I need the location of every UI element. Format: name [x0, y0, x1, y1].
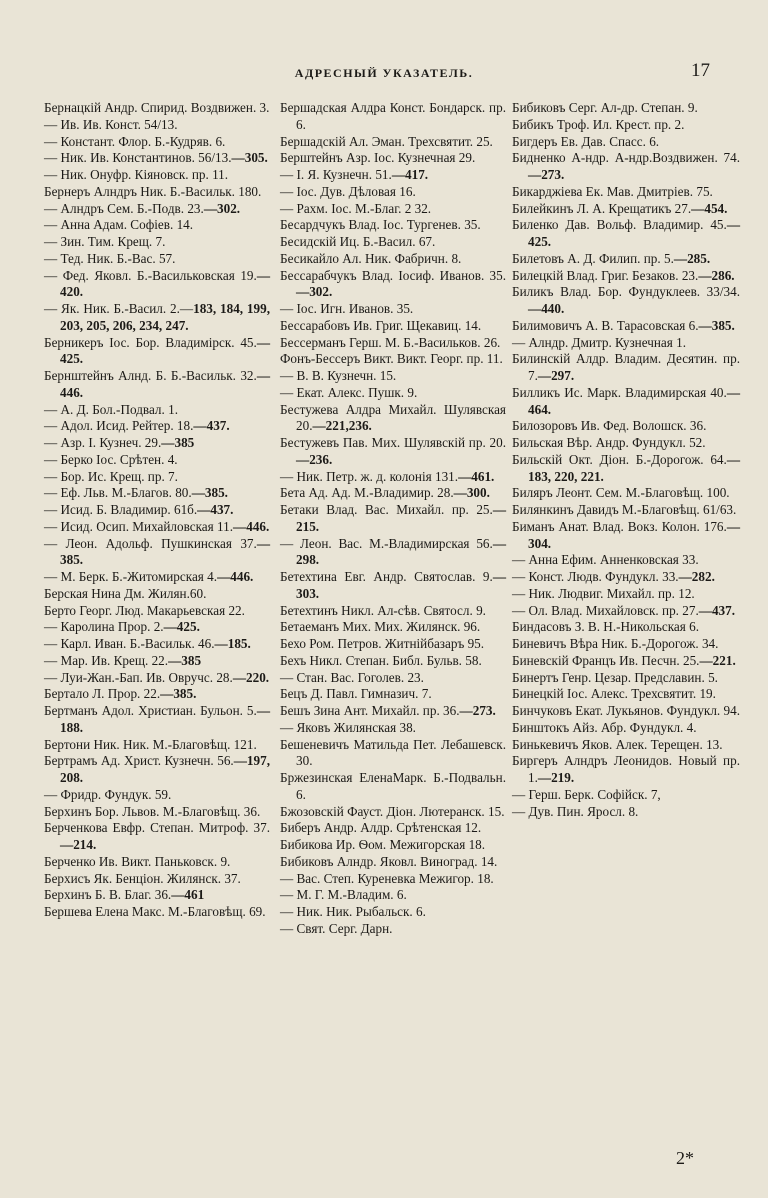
entry-phone: —454.	[691, 200, 728, 216]
directory-entry	[280, 167, 506, 184]
directory-entry	[44, 603, 270, 620]
directory-entry	[280, 887, 506, 904]
directory-entry	[280, 670, 506, 687]
entry-text: — Ник. Ник. Рыбальск. 6.	[280, 904, 426, 919]
directory-entry	[280, 770, 506, 804]
entry-text: Берштейнъ Азр. Іос. Кузнечная 29.	[280, 150, 476, 166]
directory-entry	[44, 234, 270, 251]
entry-phone: 183, 184, 199, 203, 205, 206, 234, 247.	[60, 301, 270, 333]
entry-text: — В. В. Кузнечн. 15.	[280, 368, 397, 383]
entry-phone: —185.	[214, 636, 251, 651]
entry-text: Бибиковъ Алндр. Яковл. Виноград. 14.	[280, 853, 498, 869]
directory-entry	[280, 569, 506, 603]
entry-text: — І. Я. Кузнечн. 51.	[280, 167, 392, 182]
entry-text: Бикарджіева Ек. Мав. Дмитріев. 75.	[512, 183, 713, 199]
directory-entry	[280, 234, 506, 251]
entry-text: Бертрамъ Ад. Христ. Кузнечн. 56.	[44, 753, 234, 769]
directory-entry	[512, 117, 740, 134]
entry-text: — Ник. Ив. Константинов. 56/13.	[44, 150, 232, 166]
directory-entry	[44, 368, 270, 402]
entry-phone: —273.	[528, 167, 565, 182]
directory-entry	[512, 435, 740, 452]
directory-entry	[44, 636, 270, 653]
entry-text: Биберъ Андр. Алдр. Срѣтенская 12.	[280, 820, 482, 836]
entry-phone: —440.	[528, 301, 565, 316]
entry-phone: —302.	[203, 200, 241, 216]
entry-phone: —461.	[458, 468, 495, 484]
directory-entry	[44, 268, 270, 302]
directory-entry	[512, 335, 740, 352]
entry-text: Биленко Дав. Вольф. Владимир. 45.	[512, 217, 727, 233]
entry-text: — Дув. Пин. Яросл. 8.	[512, 803, 639, 819]
directory-entry	[280, 100, 506, 134]
entry-text: — Конст. Людв. Фундукл. 33.	[512, 569, 679, 584]
directory-entry	[44, 452, 270, 469]
entry-text: Берхинъ Бор. Львов. М.-Благовѣщ. 36.	[44, 803, 261, 819]
entry-phone: —300.	[453, 485, 490, 501]
entry-text: — Констант. Флор. Б.-Кудряв. 6.	[44, 133, 226, 149]
entry-text: — Ник. Онуфр. Кіяновск. пр. 11.	[44, 167, 229, 182]
entry-text: — Адол. Исид. Рейтер. 18.	[44, 418, 194, 434]
directory-entry	[44, 619, 270, 636]
entry-text: — Анна Ефим. Анненковская 33.	[512, 552, 699, 568]
entry-text: Бинертъ Генр. Цезар. Предславин. 5.	[512, 669, 718, 685]
directory-entry	[280, 435, 506, 469]
entry-text: — Як. Ник. Б.-Васил. 2.—	[44, 301, 194, 316]
entry-text: — Каролина Прор. 2.	[44, 619, 164, 635]
entry-text: Бестужева Алдра Михайл. Шулявская 20.	[280, 401, 506, 434]
directory-entry	[512, 603, 740, 620]
entry-text: — Леон. Вас. М.-Владимирская 56.	[280, 535, 493, 551]
entry-text: Билимовичъ А. В. Тарасовская 6.	[512, 317, 699, 333]
entry-text: Биневскій Францъ Ив. Песчн. 25.	[512, 652, 700, 668]
directory-entry	[280, 804, 506, 821]
entry-phone: —385.	[160, 686, 197, 702]
entry-text: Бесикайло Ал. Ник. Фабричн. 8.	[280, 250, 462, 266]
entry-text: — Вас. Степ. Куреневка Межигор. 18.	[280, 870, 494, 886]
directory-entry	[44, 201, 270, 218]
entry-phone: —461	[171, 887, 205, 903]
entry-text: — Ник. Петр. ж. д. колонія 131.	[280, 468, 459, 484]
directory-entry	[512, 686, 740, 703]
entry-text: Билозоровъ Ив. Фед. Волошск. 36.	[512, 418, 707, 434]
directory-entry	[44, 904, 270, 921]
entry-phone: —304.	[528, 518, 740, 551]
directory-entry	[44, 536, 270, 570]
entry-text: Бертони Ник. Ник. М.-Благовѣщ. 121.	[44, 736, 257, 752]
entry-phone: —425.	[528, 217, 740, 249]
entry-phone: —188.	[60, 703, 270, 735]
entry-phone: —425.	[60, 334, 270, 367]
directory-entry	[280, 385, 506, 402]
directory-entry	[44, 184, 270, 201]
entry-phone: —219.	[537, 770, 575, 785]
column-right	[512, 100, 740, 820]
directory-entry	[280, 686, 506, 703]
directory-entry	[280, 368, 506, 385]
directory-entry	[280, 134, 506, 151]
directory-entry	[280, 904, 506, 921]
directory-entry	[280, 820, 506, 837]
entry-phone: —446.	[217, 569, 254, 584]
directory-entry	[44, 569, 270, 586]
directory-entry	[280, 485, 506, 502]
directory-entry	[44, 251, 270, 268]
entry-text: Бетехтина Евг. Андр. Святослав. 9.	[280, 569, 493, 584]
entry-text: Бертманъ Адол. Христиан. Бульон. 5.	[44, 703, 257, 718]
entry-text: Бершева Елена Макс. М.-Благовѣщ. 69.	[44, 904, 266, 919]
entry-text: — Азр. І. Кузнеч. 29.	[44, 435, 162, 450]
entry-text: Бета Ад. Ад. М.-Владимир. 28.	[280, 485, 454, 501]
entry-text: — Рахм. Іос. М.-Благ. 2 32.	[280, 200, 432, 216]
directory-entry	[512, 385, 740, 419]
directory-entry	[280, 351, 506, 368]
entry-text: — Екат. Алекс. Пушк. 9.	[280, 384, 418, 400]
directory-entry	[512, 619, 740, 636]
directory-entry	[280, 268, 506, 302]
entry-text: Фонъ-Бессеръ Викт. Викт. Георг. пр. 11.	[280, 351, 503, 367]
entry-text: Бржезинская ЕленаМарк. Б.-Подвальн. 6.	[280, 770, 506, 802]
entry-text: — Мар. Ив. Крещ. 22.	[44, 652, 169, 668]
entry-phone: —385.	[191, 485, 228, 501]
entry-text: — Еф. Льв. М.-Благов. 80.	[44, 485, 192, 501]
directory-entry	[280, 737, 506, 771]
directory-entry	[512, 569, 740, 586]
directory-entry	[512, 787, 740, 804]
entry-text: — М. Г. М.-Владим. 6.	[280, 887, 407, 903]
directory-entry	[44, 670, 270, 687]
directory-entry	[280, 703, 506, 720]
entry-text: Биндасовъ З. В. Н.-Никольская 6.	[512, 619, 700, 635]
entry-phone: —446.	[233, 518, 270, 534]
entry-text: Берхисъ Як. Бенціон. Жилянск. 37.	[44, 870, 241, 886]
entry-text: Бестужевъ Пав. Мих. Шулявскій пр. 20.	[280, 435, 506, 450]
directory-entry	[44, 502, 270, 519]
directory-entry	[44, 686, 270, 703]
entry-phone: —305.	[231, 150, 268, 166]
entry-text: Берская Нина Дм. Жилян.60.	[44, 585, 207, 601]
entry-text: Бехъ Никл. Степан. Библ. Бульв. 58.	[280, 652, 482, 668]
directory-entry	[280, 653, 506, 670]
directory-entry	[280, 619, 506, 636]
entry-text: Бжозовскій Фауст. Діон. Лютеранск. 15.	[280, 803, 505, 819]
entry-phone: —220.	[232, 669, 270, 685]
page-number: 17	[691, 60, 710, 81]
directory-entry	[512, 552, 740, 569]
directory-entry	[280, 636, 506, 653]
directory-entry	[280, 469, 506, 486]
column-middle	[280, 100, 506, 938]
directory-entry	[512, 251, 740, 268]
entry-text: Бернацкій Андр. Спирид. Воздвижен. 3.	[44, 100, 270, 115]
entry-text: Биликъ Влад. Бор. Фундуклеев. 33/34.	[512, 284, 740, 300]
entry-text: Бесидскій Иц. Б.-Васил. 67.	[280, 234, 436, 249]
entry-text: — М. Берк. Б.-Житомирская 4.	[44, 569, 218, 584]
directory-entry	[512, 753, 740, 787]
entry-phone: —221,236.	[312, 418, 372, 434]
entry-phone: —285.	[673, 250, 711, 266]
entry-text: Билликъ Ис. Марк. Владимирская 40.	[512, 384, 727, 400]
directory-entry	[280, 184, 506, 201]
directory-entry	[44, 787, 270, 804]
entry-text: Бибиковъ Серг. Ал-др. Степан. 9.	[512, 100, 698, 115]
entry-text: Бетехтинъ Никл. Ал-сѣв. Святосл. 9.	[280, 602, 486, 618]
directory-entry	[280, 201, 506, 218]
directory-entry	[44, 335, 270, 369]
entry-phone: —437.	[193, 418, 230, 434]
entry-text: Бершадскій Ал. Эман. Трехсвятит. 25.	[280, 133, 493, 149]
entry-text: Бешъ Зина Ант. Михайл. пр. 36.	[280, 703, 460, 718]
entry-text: Бешеневичъ Матильда Пет. Лебашевск. 30.	[280, 736, 506, 769]
entry-phone: —183, 220, 221.	[528, 451, 740, 484]
entry-text: Биманъ Анат. Влад. Вокз. Колон. 176.	[512, 518, 727, 534]
entry-text: Биневичъ Вѣра Ник. Б.-Дорогож. 34.	[512, 636, 719, 651]
entry-phone: —437.	[698, 602, 736, 618]
directory-entry	[44, 854, 270, 871]
directory-entry	[44, 100, 270, 117]
entry-text: — Бор. Ис. Крещ. пр. 7.	[44, 468, 178, 484]
entry-text: Бинецкій Іос. Алекс. Трехсвятит. 19.	[512, 686, 716, 702]
directory-entry	[44, 167, 270, 184]
signature-mark: 2*	[676, 1148, 694, 1168]
entry-text: Бернштейнъ Алнд. Б. Б.-Васильк. 32.	[44, 368, 257, 383]
entry-text: Берникеръ Іос. Бор. Владимірск. 45.	[44, 334, 257, 350]
entry-text: Берто Георг. Люд. Макарьевская 22.	[44, 602, 245, 618]
directory-entry	[44, 737, 270, 754]
directory-entry	[44, 469, 270, 486]
entry-text: — Исид. Осип. Михайловская 11.	[44, 518, 234, 534]
directory-entry	[280, 251, 506, 268]
page-header	[0, 60, 768, 86]
entry-phone: —425.	[163, 619, 200, 635]
entry-phone: —437.	[197, 502, 234, 517]
entry-text: Бинштокъ Айз. Абр. Фундукл. 4.	[512, 719, 697, 735]
entry-text: — Ол. Влад. Михайловск. пр. 27.	[512, 602, 699, 618]
entry-text: Берченко Ив. Викт. Паньковск. 9.	[44, 853, 231, 869]
directory-entry	[44, 820, 270, 854]
entry-text: — Іос. Игн. Иванов. 35.	[280, 301, 414, 316]
directory-entry	[512, 586, 740, 603]
directory-entry	[44, 117, 270, 134]
entry-text: Бинчуковъ Екат. Лукьянов. Фундукл. 94.	[512, 703, 741, 718]
directory-entry	[512, 502, 740, 519]
entry-text: Бетаки Влад. Вас. Михайл. пр. 25.	[280, 502, 493, 517]
entry-text: — Стан. Вас. Гоголев. 23.	[280, 669, 424, 685]
entry-text: Бершадская Алдра Конст. Бондарск. пр. 6.	[280, 100, 506, 132]
directory-entry	[512, 452, 740, 486]
directory-entry	[512, 636, 740, 653]
directory-entry	[280, 402, 506, 436]
entry-text: Бессерманъ Герш. М. Б.-Васильков. 26.	[280, 334, 501, 350]
entry-text: — Яковъ Жилянская 38.	[280, 719, 416, 735]
page-title: АДРЕСНЫЙ УКАЗАТЕЛЬ.	[294, 66, 474, 80]
entry-phone: —273.	[459, 703, 496, 718]
directory-entry	[280, 921, 506, 938]
entry-text: Бехо Ром. Петров. Житнійбазаръ 95.	[280, 636, 485, 651]
entry-phone: —297.	[537, 368, 575, 383]
entry-phone: —286.	[698, 267, 735, 283]
entry-text: — Леон. Адольф. Пушкинская 37.	[44, 535, 257, 551]
entry-text: — Герш. Берк. Софійск. 7,	[512, 786, 661, 802]
directory-entry	[280, 301, 506, 318]
directory-entry	[512, 268, 740, 285]
directory-entry	[44, 150, 270, 167]
entry-text: Бибикъ Троф. Ил. Крест. пр. 2.	[512, 116, 685, 132]
directory-entry	[512, 134, 740, 151]
entry-text: — Фридр. Фундук. 59.	[44, 786, 172, 802]
directory-entry	[512, 485, 740, 502]
directory-entry	[44, 753, 270, 787]
entry-phone: —385	[161, 435, 195, 450]
directory-entry	[280, 603, 506, 620]
entry-phone: —197, 208.	[60, 753, 270, 785]
entry-text: Бессарабовъ Ив. Григ. Щекавиц. 14.	[280, 317, 482, 333]
directory-entry	[44, 418, 270, 435]
directory-entry	[512, 653, 740, 670]
entry-text: Билянкинъ Давидъ М.-Благовѣщ. 61/63.	[512, 502, 737, 517]
entry-text: — Берко Іос. Срѣтен. 4.	[44, 451, 178, 467]
entry-phone: —385.	[60, 535, 270, 568]
entry-text: Берхинъ Б. В. Благ. 36.	[44, 887, 172, 903]
directory-entry	[512, 670, 740, 687]
entry-text: — Ив. Ив. Конст. 54/13.	[44, 116, 178, 132]
directory-entry	[44, 887, 270, 904]
directory-entry	[512, 519, 740, 553]
entry-text: Бесардчукъ Влад. Іос. Тургенев. 35.	[280, 217, 481, 233]
directory-entry	[44, 871, 270, 888]
directory-entry	[280, 318, 506, 335]
entry-text: — Ник. Людвиг. Михайл. пр. 12.	[512, 585, 695, 601]
directory-entry	[512, 150, 740, 184]
directory-entry	[280, 720, 506, 737]
directory-entry	[44, 485, 270, 502]
entry-text: — Зин. Тим. Крещ. 7.	[44, 234, 166, 249]
entry-phone: —385	[168, 652, 202, 668]
entry-phone: —221.	[699, 652, 736, 668]
entry-text: Биргеръ Алндръ Леонидов. Новый пр. 1.	[512, 753, 740, 785]
directory-entry	[44, 653, 270, 670]
directory-entry	[280, 871, 506, 888]
entry-text: — Фед. Яковл. Б.-Васильковская 19.	[44, 267, 257, 283]
entry-text: — Іос. Дув. Дѣловая 16.	[280, 183, 416, 199]
directory-entry	[512, 720, 740, 737]
directory-entry	[44, 804, 270, 821]
entry-text: Бернеръ Алндръ Ник. Б.-Васильк. 180.	[44, 183, 262, 199]
directory-entry	[512, 284, 740, 318]
entry-phone: —298.	[296, 535, 506, 568]
directory-entry	[44, 134, 270, 151]
directory-entry	[280, 854, 506, 871]
entry-text: Бигдеръ Ев. Дав. Спасс. 6.	[512, 133, 660, 149]
directory-entry	[44, 519, 270, 536]
entry-phone: —215.	[296, 502, 506, 534]
entry-text: Бидненко А-ндр. А-ндр.Воздвижен. 74.	[512, 150, 740, 166]
directory-entry	[512, 184, 740, 201]
directory-entry	[512, 201, 740, 218]
column-left	[44, 100, 270, 921]
entry-text: Бессарабчукъ Влад. Іосиф. Иванов. 35.	[280, 267, 506, 283]
directory-entry	[44, 586, 270, 603]
entry-text: Бетаеманъ Мих. Мих. Жилянск. 96.	[280, 619, 481, 635]
directory-entry	[44, 435, 270, 452]
entry-text: Берченкова Евфр. Степан. Митроф. 37.	[44, 820, 270, 836]
entry-text: Билетовъ А. Д. Филип. пр. 5.	[512, 250, 674, 266]
entry-text: Бинькевичъ Яков. Алек. Терещен. 13.	[512, 736, 723, 752]
directory-entry	[512, 804, 740, 821]
directory-entry	[280, 150, 506, 167]
directory-entry	[512, 217, 740, 251]
directory-entry	[512, 351, 740, 385]
entry-text: Бильская Вѣр. Андр. Фундукл. 52.	[512, 435, 706, 450]
entry-phone: —446.	[60, 368, 270, 400]
entry-phone: —282.	[678, 569, 715, 584]
entry-text: Бильскій Окт. Діон. Б.-Дорогож. 64.	[512, 451, 727, 467]
directory-entry	[44, 703, 270, 737]
entry-phone: —302.	[296, 284, 333, 300]
directory-entry	[512, 703, 740, 720]
directory-entry	[280, 837, 506, 854]
entry-text: — Исид. Б. Владимир. 61б.	[44, 502, 198, 517]
entry-text: — Карл. Иван. Б.-Васильк. 46.	[44, 636, 215, 651]
entry-text: — Луи-Жан.-Бап. Ив. Овручс. 28.	[44, 669, 233, 685]
directory-entry	[512, 418, 740, 435]
entry-text: Бертало Л. Прор. 22.	[44, 686, 161, 702]
entry-text: Бибикова Ир. Ѳом. Межигорская 18.	[280, 837, 486, 852]
entry-text: Биляръ Леонт. Сем. М.-Благовѣщ. 100.	[512, 485, 730, 501]
directory-entry	[44, 402, 270, 419]
entry-phone: —464.	[528, 384, 740, 417]
entry-phone: —417.	[391, 167, 429, 182]
directory-entry	[280, 217, 506, 234]
directory-entry	[512, 318, 740, 335]
entry-phone: —385.	[698, 317, 735, 333]
entry-text: Билецкій Влад. Григ. Безаков. 23.	[512, 267, 699, 283]
entry-text: — Алндръ Сем. Б.-Подв. 23.	[44, 200, 204, 216]
entry-text: Бецъ Д. Павл. Гимназич. 7.	[280, 686, 432, 702]
directory-entry	[280, 502, 506, 536]
directory-entry	[280, 335, 506, 352]
entry-phone: —214.	[60, 837, 97, 852]
entry-text: — Алндр. Дмитр. Кузнечная 1.	[512, 334, 687, 350]
entry-text: — Свят. Серг. Дарн.	[280, 920, 393, 936]
entry-text: — Тед. Ник. Б.-Вас. 57.	[44, 250, 176, 266]
directory-entry	[44, 301, 270, 335]
entry-phone: —303.	[296, 569, 506, 601]
directory-entry	[512, 737, 740, 754]
entry-text: — А. Д. Бол.-Подвал. 1.	[44, 401, 178, 417]
entry-text: — Анна Адам. Софіев. 14.	[44, 217, 194, 233]
directory-entry	[512, 100, 740, 117]
directory-entry	[44, 217, 270, 234]
directory-entry	[280, 536, 506, 570]
entry-phone: —420.	[60, 267, 270, 300]
entry-text: Билинскій Алдр. Владим. Десятин. пр. 7.	[512, 351, 740, 383]
entry-phone: —236.	[296, 451, 333, 467]
entry-text: Билейкинъ Л. А. Крещатикъ 27.	[512, 200, 692, 216]
